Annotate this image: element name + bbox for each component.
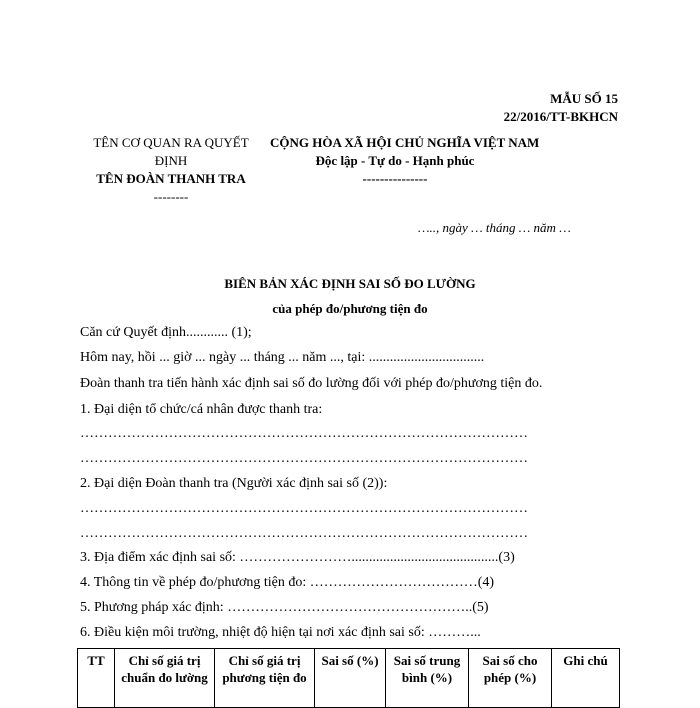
nation-block — [270, 134, 540, 188]
dotted-line: …………………………………………………………………………………… — [80, 451, 528, 466]
agency-block — [80, 134, 262, 206]
dotted-line: …………………………………………………………………………………… — [80, 526, 528, 541]
nation-rule: --------------- — [362, 171, 428, 186]
header-instrument-value: Chỉ số giá trị phương tiện đo — [215, 649, 315, 708]
nation-title: CỘNG HÒA XÃ HỘI CHỦ NGHĨA VIỆT NAM — [270, 135, 540, 150]
header-standard-value: Chỉ số giá trị chuẩn đo lường — [115, 649, 215, 708]
today-line: Hôm nay, hồi ... giờ ... ngày ... tháng ... năm ..., tại: ................................. — [80, 350, 485, 365]
agency-name: TÊN CƠ QUAN RA QUYẾT ĐỊNH — [93, 135, 249, 168]
document-title: BIÊN BẢN XÁC ĐỊNH SAI SỐ ĐO LƯỜNG — [224, 276, 476, 291]
agency-rule: -------- — [153, 189, 189, 204]
date-line: ….., ngày … tháng … năm … — [418, 220, 571, 235]
intro-line: Đoàn thanh tra tiến hành xác định sai số đo lường đối với phép đo/phương tiện đo. — [80, 376, 543, 391]
document-subtitle: của phép đo/phương tiện đo — [272, 301, 428, 316]
circular-number: 22/2016/TT-BKHCN — [503, 109, 618, 124]
table-header-row — [78, 649, 620, 708]
item-4-heading: 4. Thông tin về phép đo/phương tiện đo: ………………………………(4) — [80, 575, 495, 590]
header-average-error: Sai số trung bình (%) — [386, 649, 469, 708]
header-allowed-error: Sai số cho phép (%) — [469, 649, 552, 708]
item-6-heading: 6. Điều kiện môi trường, nhiệt độ hiện tại nơi xác định sai số: ………... — [80, 625, 481, 640]
dotted-line: …………………………………………………………………………………… — [80, 501, 528, 516]
item-3-heading: 3. Địa điểm xác định sai số: ……………………..........................................(3) — [80, 550, 515, 565]
header-notes: Ghi chú — [552, 649, 620, 708]
nation-motto: Độc lập - Tự do - Hạnh phúc — [315, 153, 475, 168]
header-error: Sai số (%) — [315, 649, 386, 708]
item-2-heading: 2. Đại diện Đoàn thanh tra (Người xác định sai số (2)): — [80, 476, 388, 491]
form-code — [504, 90, 618, 126]
dotted-line: …………………………………………………………………………………… — [80, 426, 528, 441]
header-tt: TT — [78, 649, 115, 708]
basis-line: Căn cứ Quyết định............ (1); — [80, 325, 252, 340]
form-number: MẪU SỐ 15 — [550, 91, 618, 106]
item-5-heading: 5. Phương pháp xác định: ……………………………………………..(5) — [80, 600, 489, 615]
item-1-heading: 1. Đại diện tổ chức/cá nhân được thanh tra: — [80, 402, 323, 417]
inspection-team-name: TÊN ĐOÀN THANH TRA — [96, 171, 246, 186]
result-table — [77, 648, 620, 708]
